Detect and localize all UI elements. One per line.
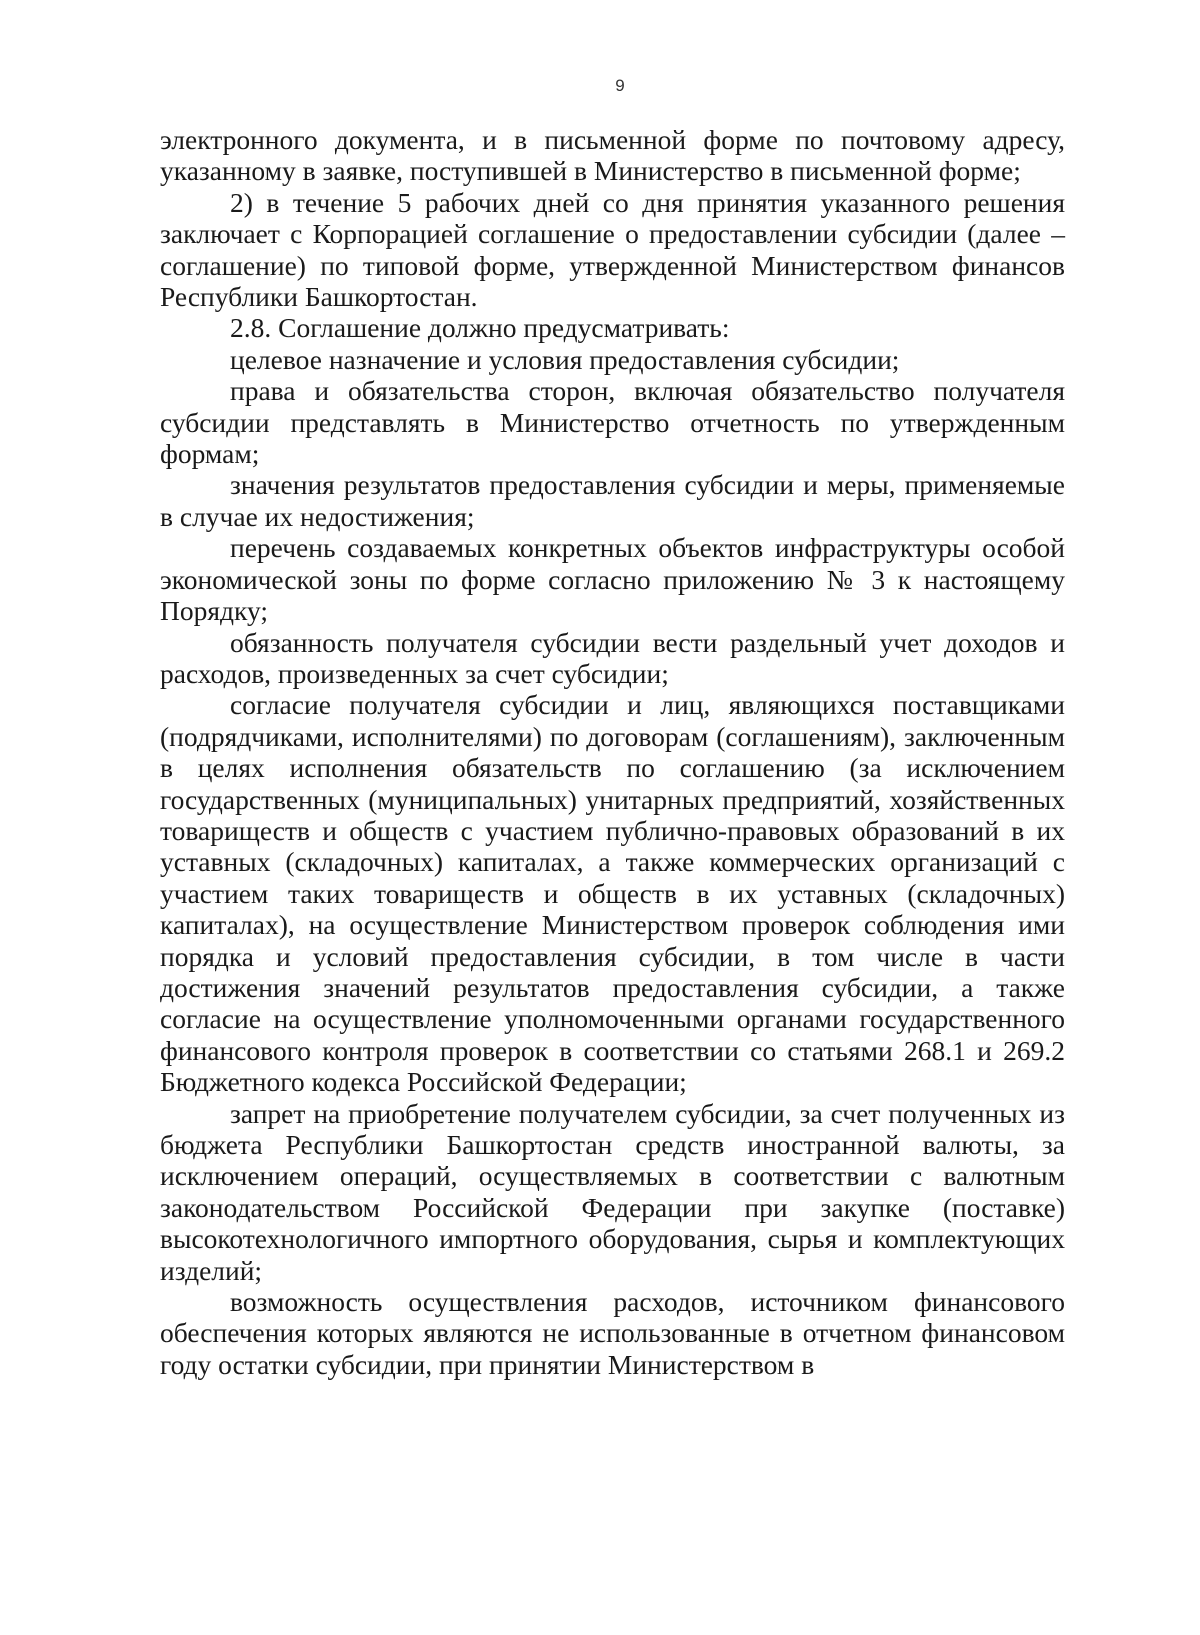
paragraph-accounting: обязанность получателя субсидии вести раздельный учет доходов и расходов, произведенных за счет субсидии; [160, 626, 1065, 689]
page-number: 9 [615, 76, 625, 95]
paragraph-rights: права и обязательства сторон, включая обязательство получателя субсидии представлять в Министерство отчетность по утвержденным формам; [160, 375, 1065, 470]
paragraph-item-2: 2) в течение 5 рабочих дней со дня принятия указанного решения заключает с Корпорацией соглашение о предоставлении субсидии (далее – соглашение) по типовой форме, утвержденной Министерством финансов Республики Башкортостан. [160, 186, 1065, 313]
document-body [160, 124, 1065, 1380]
paragraph-objects-list: перечень создаваемых конкретных объектов инфраструктуры особой экономической зоны по форме согласно приложению № 3 к настоящему Порядку; [160, 532, 1065, 627]
paragraph-results: значения результатов предоставления субсидии и меры, применяемые в случае их недостижения; [160, 469, 1065, 532]
paragraph-section-2-8: 2.8. Соглашение должно предусматривать: [230, 312, 730, 344]
paragraph-consent: согласие получателя субсидии и лиц, являющихся поставщиками (подрядчиками, исполнителями) по договорам (соглашениям), заключенным в целях исполнения обязательств по соглашению (за исключением государственных (муниципальных) унитарных предприятий, хозяйственных товариществ и обществ с участием публично-правовых образований в их уставных (складочных) капиталах, а также коммерческих организаций с участием таких товариществ и обществ в их уставных (складочных) капиталах), на осуществление Министерством проверок соблюдения ими порядка и условий предоставления субсидии, в том числе в части достижения значений результатов предоставления субсидии, а также согласие на осуществление уполномоченными органами государственного финансового контроля проверок в соответствии со статьями 268.1 и 269.2 Бюджетного кодекса Российской Федерации; [160, 689, 1065, 1098]
paragraph-purpose: целевое назначение и условия предоставления субсидии; [230, 343, 900, 375]
paragraph-remaining-funds: возможность осуществления расходов, источником финансового обеспечения которых являются не использованные в отчетном финансовом году остатки субсидии, при принятии Министерством в [160, 1286, 1065, 1380]
paragraph-continuation: электронного документа, и в письменной форме по почтовому адресу, указанному в заявке, поступившей в Министерство в письменной форме; [160, 124, 1065, 187]
paragraph-currency-ban: запрет на приобретение получателем субсидии, за счет полученных из бюджета Республики Башкортостан средств иностранной валюты, за исключением операций, осуществляемых в соответствии с валютным законодательством Российской Федерации при закупке (поставке) высокотехнологичного импортного оборудования, сырья и комплектующих изделий; [160, 1097, 1065, 1286]
